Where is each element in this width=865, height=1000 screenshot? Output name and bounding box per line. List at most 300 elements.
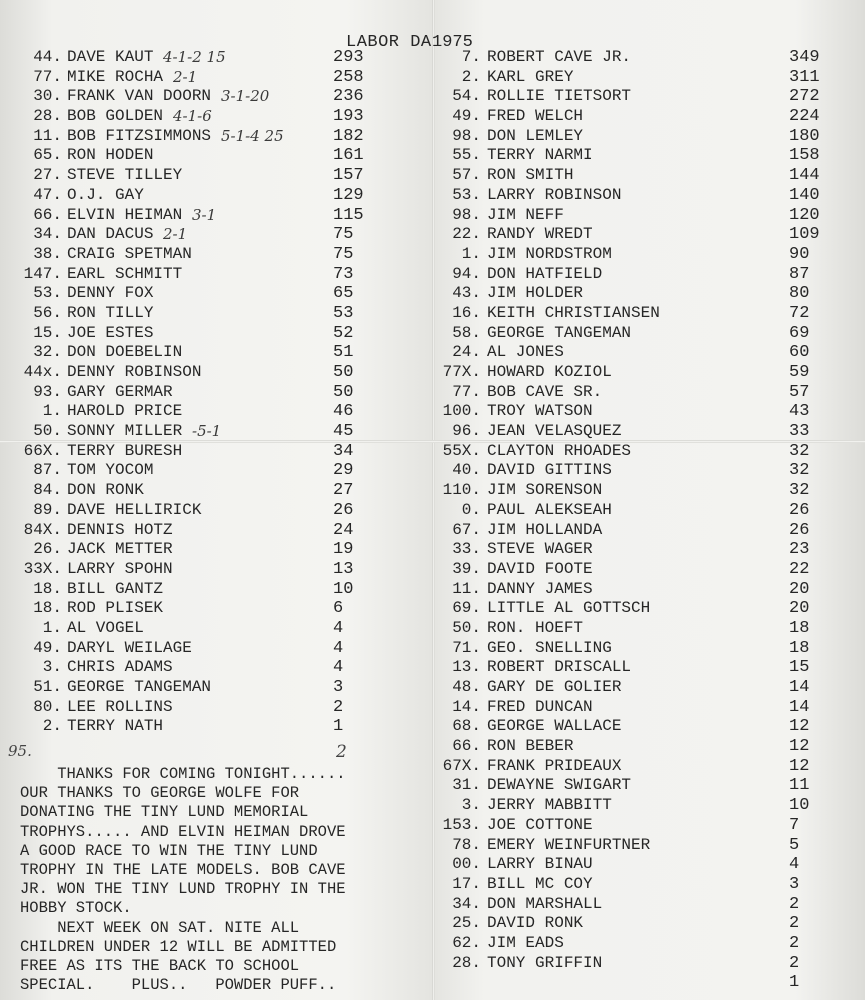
points-value: 10 <box>333 579 354 599</box>
driver-name: KEITH CHRISTIANSEN <box>487 303 660 322</box>
driver-name: AL VOGEL <box>67 618 144 637</box>
points-value: 34 <box>333 441 354 461</box>
standings-row <box>437 658 865 678</box>
standings-row <box>437 186 865 206</box>
driver-name: DAVE KAUT <box>67 48 154 66</box>
standings-row <box>0 402 432 422</box>
standings-row <box>0 658 432 678</box>
driver-name: CHRIS ADAMS <box>67 658 173 677</box>
standings-row <box>0 166 432 186</box>
car-number: 56. <box>33 303 62 322</box>
points-value: 157 <box>333 166 364 186</box>
car-number: 93. <box>33 382 62 401</box>
driver-name: RON. HOEFT <box>487 618 584 637</box>
car-number: 44x. <box>23 363 62 381</box>
standings-row <box>0 639 432 659</box>
standings-row <box>0 678 432 698</box>
handwritten-note: 4-1-2 15 <box>163 48 226 66</box>
driver-name: GEORGE TANGEMAN <box>67 678 212 696</box>
car-number: 1. <box>42 402 62 421</box>
standings-row <box>437 619 865 639</box>
standings-row <box>0 245 432 265</box>
driver-name: FRED WELCH <box>487 107 584 126</box>
points-value: 24 <box>333 520 354 540</box>
driver-name: KARL GREY <box>487 67 574 86</box>
points-value: 45 <box>333 422 354 442</box>
points-value: 18 <box>789 618 810 638</box>
car-number: 62. <box>452 933 481 952</box>
points-value: 18 <box>789 638 810 658</box>
standings-row <box>437 245 865 265</box>
driver-name: JIM NEFF <box>487 205 564 224</box>
points-value: 75 <box>333 244 354 264</box>
car-number: 11. <box>452 579 481 598</box>
standings-row <box>437 304 865 324</box>
driver-name: ROBERT CAVE JR. <box>487 48 632 66</box>
driver-name: DAVID GITTINS <box>487 461 612 480</box>
standings-row <box>0 225 432 245</box>
points-value: 46 <box>333 402 354 422</box>
points-value: 2 <box>789 953 800 973</box>
points-value: 32 <box>789 461 810 481</box>
standings-row <box>0 206 432 226</box>
driver-name: JIM HOLLANDA <box>487 520 603 539</box>
car-number: 34. <box>33 225 62 244</box>
driver-name: DENNIS HOTZ <box>67 520 173 539</box>
points-value: 52 <box>333 323 354 343</box>
standings-row <box>0 48 432 68</box>
driver-name: DAN DACUS <box>67 225 154 244</box>
car-number: 68. <box>452 717 481 736</box>
points-value: 72 <box>789 303 810 323</box>
car-number: 27. <box>33 166 62 185</box>
points-value: 14 <box>789 697 810 717</box>
points-value: 59 <box>789 363 810 382</box>
standings-row <box>0 717 432 737</box>
car-number: 18. <box>33 599 62 618</box>
car-number: 80. <box>33 697 62 716</box>
car-number: 16. <box>452 303 481 322</box>
points-value: 32 <box>789 441 810 461</box>
standings-row <box>437 501 865 521</box>
right-standings-list <box>437 48 865 993</box>
points-value: 12 <box>789 737 810 757</box>
handwritten-note: 5-1-4 25 <box>221 126 284 145</box>
standings-row <box>437 737 865 757</box>
car-number: 50. <box>452 618 481 637</box>
car-number: 39. <box>452 559 481 578</box>
driver-name: HAROLD PRICE <box>67 402 183 421</box>
car-number: 7. <box>461 48 481 66</box>
driver-name: DENNY ROBINSON <box>67 363 202 381</box>
car-number: 32. <box>33 343 62 362</box>
points-value: 7 <box>789 815 800 835</box>
driver-name: DON LEMLEY <box>487 126 584 145</box>
points-value: 57 <box>789 382 810 402</box>
points-value: 33 <box>789 422 810 442</box>
standings-row <box>437 757 865 777</box>
handwritten-points: 2 <box>336 742 347 762</box>
driver-name: DENNY FOX <box>67 284 154 303</box>
driver-name: GARY DE GOLIER <box>487 678 622 696</box>
car-number: 34. <box>452 894 481 913</box>
car-number: 25. <box>452 914 481 933</box>
car-number: 28. <box>452 953 481 972</box>
points-value: 53 <box>333 303 354 323</box>
car-number: 71. <box>452 638 481 657</box>
driver-name: STEVE WAGER <box>487 540 593 559</box>
standings-row <box>437 895 865 915</box>
points-value: 1 <box>789 973 800 993</box>
standings-row <box>0 580 432 600</box>
standings-row <box>437 973 865 993</box>
driver-name: CLAYTON RHOADES <box>487 441 632 460</box>
points-value: 29 <box>333 461 354 481</box>
driver-name: JIM HOLDER <box>487 284 584 303</box>
handwritten-car-number: 95. <box>8 742 32 760</box>
handwritten-note: 3-1 <box>192 205 217 224</box>
points-value: 69 <box>789 323 810 343</box>
points-value: 20 <box>789 599 810 619</box>
car-number: 58. <box>452 323 481 342</box>
standings-row <box>437 265 865 285</box>
car-number: 98. <box>452 126 481 145</box>
points-value: 193 <box>333 107 364 127</box>
handwritten-note: -5-1 <box>192 422 222 441</box>
driver-name: TROY WATSON <box>487 402 593 421</box>
car-number: 18. <box>33 579 62 598</box>
driver-name: JIM SORENSON <box>487 481 603 500</box>
standings-row <box>437 954 865 974</box>
car-number: 22. <box>452 225 481 244</box>
points-value: 158 <box>789 146 820 166</box>
standings-row <box>437 166 865 186</box>
driver-name: PAUL ALEKSEAH <box>487 500 612 519</box>
standings-row <box>437 934 865 954</box>
driver-name: DAVE HELLIRICK <box>67 500 202 519</box>
driver-name: GARY GERMAR <box>67 382 173 401</box>
points-value: 26 <box>789 520 810 540</box>
points-value: 224 <box>789 107 820 127</box>
car-number: 51. <box>33 678 62 696</box>
car-number: 15. <box>33 323 62 342</box>
standings-row <box>437 796 865 816</box>
standings-row <box>0 127 432 147</box>
driver-name: DON MARSHALL <box>487 894 603 913</box>
driver-name: DEWAYNE SWIGART <box>487 776 632 795</box>
points-value: 19 <box>333 540 354 560</box>
handwritten-note: 2-1 <box>173 67 198 86</box>
standings-row <box>0 87 432 107</box>
points-value: 4 <box>333 618 344 638</box>
car-number: 47. <box>33 185 62 204</box>
standings-row <box>437 206 865 226</box>
points-value: 26 <box>789 500 810 520</box>
driver-name: RANDY WREDT <box>487 225 593 244</box>
car-number: 96. <box>452 422 481 441</box>
standings-row <box>437 284 865 304</box>
handwritten-note: 3-1-20 <box>221 87 270 106</box>
standings-row <box>437 914 865 934</box>
driver-name: JERRY MABBITT <box>487 796 612 815</box>
points-value: 15 <box>789 658 810 678</box>
car-number: 55X. <box>442 441 481 460</box>
points-value: 5 <box>789 835 800 855</box>
points-value: 4 <box>333 658 344 678</box>
driver-name: AL JONES <box>487 343 564 362</box>
standings-row <box>0 324 432 344</box>
driver-name: BILL GANTZ <box>67 579 164 598</box>
points-value: 2 <box>789 933 800 953</box>
driver-name: DAVID RONK <box>487 914 584 933</box>
car-number: 33. <box>452 540 481 559</box>
driver-name: DON DOEBELIN <box>67 343 183 362</box>
car-number: 14. <box>452 697 481 716</box>
points-value: 50 <box>333 382 354 402</box>
car-number: 44. <box>33 48 62 66</box>
car-number: 94. <box>452 264 481 283</box>
standings-row <box>0 619 432 639</box>
standings-row <box>0 521 432 541</box>
driver-name: BOB FITZSIMMONS <box>67 126 212 145</box>
car-number: 49. <box>33 638 62 657</box>
car-number: 78. <box>452 835 481 854</box>
car-number: 84X. <box>23 520 62 539</box>
driver-name: TERRY NARMI <box>487 146 593 165</box>
car-number: 3. <box>42 658 62 677</box>
driver-name: TERRY BURESH <box>67 441 183 460</box>
car-number: 54. <box>452 87 481 106</box>
driver-name: DON RONK <box>67 481 144 500</box>
driver-name: BILL MC COY <box>487 874 593 893</box>
points-value: 4 <box>789 855 800 875</box>
points-value: 272 <box>789 87 820 107</box>
points-value: 43 <box>789 402 810 422</box>
driver-name: MIKE ROCHA <box>67 67 164 86</box>
driver-name: TONY GRIFFIN <box>487 953 603 972</box>
driver-name: GEORGE TANGEMAN <box>487 323 632 342</box>
driver-name: LITTLE AL GOTTSCH <box>487 599 651 618</box>
points-value: 1 <box>333 717 344 737</box>
standings-row <box>437 678 865 698</box>
standings-row <box>437 422 865 442</box>
points-value: 182 <box>333 126 364 146</box>
points-value: 12 <box>789 756 810 776</box>
points-value: 26 <box>333 500 354 520</box>
driver-name: FRANK VAN DOORN <box>67 87 212 106</box>
points-value: 12 <box>789 717 810 737</box>
left-standings-list <box>0 48 432 737</box>
points-value: 14 <box>789 678 810 697</box>
driver-name: DON HATFIELD <box>487 264 603 283</box>
points-value: 2 <box>789 894 800 914</box>
driver-name: RON BEBER <box>487 737 574 756</box>
driver-name: JIM EADS <box>487 933 564 952</box>
standings-row <box>0 265 432 285</box>
car-number: 28. <box>33 107 62 126</box>
points-value: 73 <box>333 264 354 284</box>
driver-name: JEAN VELASQUEZ <box>487 422 622 441</box>
driver-name: DANNY JAMES <box>487 579 593 598</box>
car-number: 110. <box>442 481 481 500</box>
driver-name: FRANK PRIDEAUX <box>487 756 622 775</box>
points-value: 22 <box>789 559 810 579</box>
driver-name: ROD PLISEK <box>67 599 164 618</box>
car-number: 53. <box>452 185 481 204</box>
points-value: 129 <box>333 185 364 205</box>
car-number: 89. <box>33 500 62 519</box>
car-number: 65. <box>33 146 62 165</box>
points-value: 4 <box>333 638 344 658</box>
standings-row <box>437 383 865 403</box>
standings-row <box>0 422 432 442</box>
standings-row <box>0 599 432 619</box>
driver-name: SONNY MILLER <box>67 422 183 441</box>
standings-row <box>437 875 865 895</box>
points-value: 2 <box>333 697 344 717</box>
standings-row <box>437 48 865 68</box>
standings-row <box>0 107 432 127</box>
standings-row <box>437 836 865 856</box>
points-value: 2 <box>789 914 800 934</box>
car-number: 48. <box>452 678 481 696</box>
sheet-title: LABOR DA <box>346 33 432 52</box>
standings-row <box>437 343 865 363</box>
standings-row <box>0 481 432 501</box>
points-value: 51 <box>333 343 354 363</box>
points-value: 311 <box>789 67 820 87</box>
car-number: 153. <box>442 815 481 834</box>
car-number: 3. <box>461 796 481 815</box>
standings-row <box>437 639 865 659</box>
points-value: 75 <box>333 225 354 245</box>
announcement-notes: THANKS FOR COMING TONIGHT...... OUR THANKS TO GEORGE WOLFE FOR DONATING THE TINY LUND MEMORIAL TROPHYS..... AND ELVIN HEIMAN DROVE A GOOD RACE TO WIN THE TINY LUND TROPHY IN THE LATE MODELS. BOB CAVE JR. WON THE TINY LUND TROPHY IN THE HOBBY STOCK. NEXT WEEK ON SAT. NITE ALL CHILDREN UNDER 12 WILL BE ADMITTED FREE AS ITS THE BACK TO SCHOOL SPECIAL. PLUS.. POWDER PUFF.. <box>20 765 346 995</box>
driver-name: JOE COTTONE <box>487 815 593 834</box>
car-number: 11. <box>33 126 62 145</box>
driver-name: FRED DUNCAN <box>487 697 593 716</box>
points-value: 3 <box>789 874 800 894</box>
driver-name: ELVIN HEIMAN <box>67 205 183 224</box>
car-number: 98. <box>452 205 481 224</box>
standings-row <box>437 560 865 580</box>
standings-row <box>437 855 865 875</box>
car-number: 33X. <box>23 559 62 578</box>
car-number: 77X. <box>442 363 481 381</box>
points-value: 120 <box>789 205 820 225</box>
driver-name: BOB CAVE SR. <box>487 382 603 401</box>
points-value: 13 <box>333 559 354 579</box>
points-value: 109 <box>789 225 820 245</box>
driver-name: LARRY SPOHN <box>67 559 173 578</box>
standings-row <box>0 284 432 304</box>
standings-row <box>437 87 865 107</box>
standings-row <box>437 363 865 383</box>
standings-row <box>0 304 432 324</box>
car-number: 13. <box>452 658 481 677</box>
points-value: 293 <box>333 48 364 67</box>
car-number: 43. <box>452 284 481 303</box>
points-value: 80 <box>789 284 810 304</box>
car-number: 00. <box>452 855 481 874</box>
driver-name: CRAIG SPETMAN <box>67 244 192 263</box>
driver-name: BOB GOLDEN <box>67 107 164 126</box>
standings-row <box>437 107 865 127</box>
driver-name: LEE ROLLINS <box>67 697 173 716</box>
standings-row <box>437 481 865 501</box>
car-number: 66. <box>452 737 481 756</box>
points-value: 87 <box>789 264 810 284</box>
points-value: 23 <box>789 540 810 560</box>
points-value: 11 <box>789 776 810 796</box>
driver-name: JACK METTER <box>67 540 173 559</box>
standings-row <box>0 68 432 88</box>
points-value: 32 <box>789 481 810 501</box>
standings-row <box>437 599 865 619</box>
points-value: 236 <box>333 87 364 107</box>
standings-row <box>437 461 865 481</box>
standings-row <box>437 146 865 166</box>
points-value: 115 <box>333 205 364 225</box>
standings-row <box>0 540 432 560</box>
driver-name: GEO. SNELLING <box>487 638 612 657</box>
car-number: 100. <box>442 402 481 421</box>
standings-row <box>437 127 865 147</box>
car-number: 1. <box>461 244 481 263</box>
standings-row <box>437 225 865 245</box>
points-value: 349 <box>789 48 820 67</box>
handwritten-note: 4-1-6 <box>173 107 212 126</box>
car-number: 57. <box>452 166 481 185</box>
standings-row <box>0 698 432 718</box>
car-number: 38. <box>33 244 62 263</box>
standings-row <box>437 698 865 718</box>
standings-row <box>437 442 865 462</box>
car-number: 40. <box>452 461 481 480</box>
driver-name: GEORGE WALLACE <box>487 717 622 736</box>
driver-name: RON HODEN <box>67 146 154 165</box>
car-number: 30. <box>33 87 62 106</box>
driver-name: JIM NORDSTROM <box>487 244 612 263</box>
standings-row <box>437 816 865 836</box>
driver-name: EARL SCHMITT <box>67 264 183 283</box>
points-value: 27 <box>333 481 354 501</box>
standings-row <box>0 343 432 363</box>
driver-name: LARRY BINAU <box>487 855 593 874</box>
driver-name: RON SMITH <box>487 166 574 185</box>
points-value: 60 <box>789 343 810 363</box>
car-number: 50. <box>33 422 62 441</box>
car-number: 24. <box>452 343 481 362</box>
driver-name: DAVID FOOTE <box>487 559 593 578</box>
standings-row <box>0 501 432 521</box>
standings-row <box>437 324 865 344</box>
car-number: 87. <box>33 461 62 480</box>
car-number: 0. <box>461 500 481 519</box>
driver-name: ROBERT DRISCALL <box>487 658 632 677</box>
car-number: 67. <box>452 520 481 539</box>
points-value: 10 <box>789 796 810 816</box>
driver-name: LARRY ROBINSON <box>487 185 622 204</box>
points-value: 20 <box>789 579 810 599</box>
sheet-year: 1975 <box>432 33 473 52</box>
driver-name: EMERY WEINFURTNER <box>487 835 651 854</box>
standings-row <box>437 68 865 88</box>
driver-name: TERRY NATH <box>67 717 164 736</box>
points-value: 65 <box>333 284 354 304</box>
points-value: 180 <box>789 126 820 146</box>
points-value: 90 <box>789 244 810 264</box>
standings-row <box>437 776 865 796</box>
